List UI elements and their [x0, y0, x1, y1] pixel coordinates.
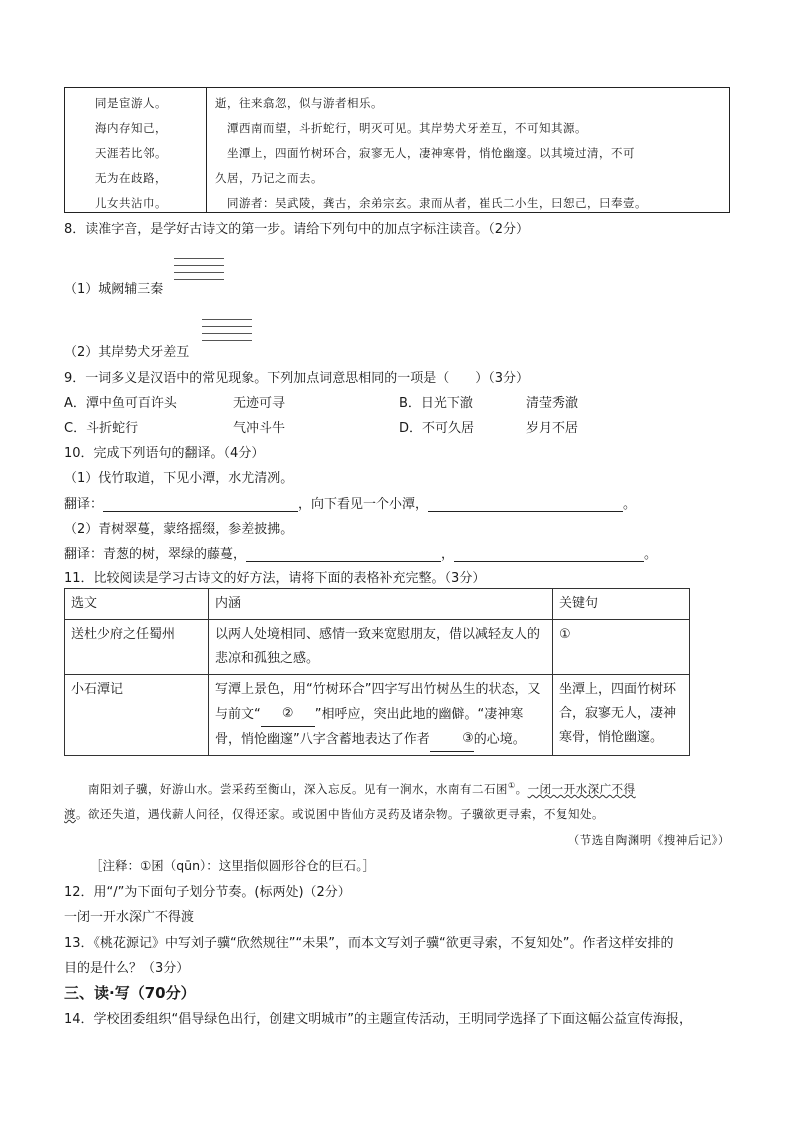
q12-title: 12．用“/”为下面句子划分节奏。(标两处)（2分） — [64, 885, 351, 900]
answer-blank[interactable] — [246, 546, 441, 562]
translation-end: 。 — [623, 497, 637, 512]
q9-title: 9．一词多义是汉语中的常见现象。下列加点词意思相同的一项是（ ）（3分） — [64, 371, 530, 386]
q10-sentence-2: （2）青树翠蔓，蒙络摇缀，参差披拂。 — [64, 522, 294, 537]
row2-title: 小石潭记 — [65, 675, 209, 756]
option-a-1: A．潭中鱼可百许头 — [64, 396, 177, 411]
row2-key: 坐潭上，四面竹树环合，寂寥无人，凄神寒骨，悄怆幽邃。 — [553, 675, 690, 756]
poem-line: 同是宦游人。 — [95, 96, 167, 110]
row2-meaning — [209, 675, 553, 756]
meaning-text: ”相呼应，突出此地的幽僻。“凄神寒骨，悄怆幽邃”八字含蓄地表达了作者 — [215, 707, 524, 747]
answer-blank[interactable] — [103, 496, 298, 512]
prose-line: 坐潭上，四面竹树环合，寂寥无人，凄神寒骨，悄怆幽邃。以其境过清，不可 — [215, 146, 635, 160]
passage-line-1 — [64, 781, 636, 797]
q11-title: 11．比较阅读是学习古诗文的好方法，请将下面的表格补充完整。（3分） — [64, 571, 486, 586]
answer-blank[interactable] — [454, 546, 644, 562]
poem-line: 儿女共沾巾。 — [95, 196, 167, 210]
q8-item1: （1）城阙辅三秦 — [64, 282, 164, 297]
q8-item2: （2）其岸势犬牙差互 — [64, 345, 190, 360]
translation-mid: ，向下看见一个小潭， — [298, 497, 429, 512]
translation-end: 。 — [644, 547, 658, 562]
option-a-2: 无迹可寻 — [233, 396, 286, 411]
col-header-meaning: 内涵 — [209, 589, 553, 620]
q10-title: 10．完成下列语句的翻译。（4分） — [64, 446, 265, 461]
q10-translation-1 — [64, 493, 636, 512]
section-heading: 三、读·写（70分） — [64, 984, 196, 1002]
option-d-2: 岁月不居 — [526, 421, 579, 436]
passage-text: 。欲还失道，遇伐薪人问径，仅得还家。或说囷中皆仙方灵药及诸杂物。子骥欲更寻索，不复知处。 — [76, 807, 604, 821]
poem-text-table — [64, 87, 730, 213]
blank-3[interactable]: ③ — [430, 727, 474, 752]
passage-line-2 — [64, 806, 604, 822]
pinyin-answer-lines-2[interactable] — [202, 314, 252, 341]
wavy-underlined-text: 一闭一开水深广不得 — [527, 782, 636, 796]
option-d-1: D．不可久居 — [399, 421, 475, 436]
poem-line: 无为在歧路， — [95, 171, 167, 185]
row1-meaning: 以两人处境相同、感情一致来宽慰朋友，借以减轻友人的悲凉和孤独之感。 — [209, 620, 553, 675]
passage-text: 南阳刘子骥，好游山水。尝采药至衡山，深入忘反。见有一涧水，水南有二石囷 — [64, 782, 508, 796]
comparison-table — [64, 588, 690, 756]
q10-translation-2 — [64, 543, 657, 562]
col-header-text: 选文 — [65, 589, 209, 620]
poem-line: 天涯若比邻。 — [95, 146, 167, 160]
answer-blank[interactable] — [428, 496, 623, 512]
wavy-underlined-text: 渡 — [64, 807, 76, 821]
row1-key-blank[interactable]: ① — [553, 620, 690, 675]
q14-line-1: 14．学校团委组织“倡导绿色出行，创建文明城市”的主题宣传活动，王明同学选择了下面这幅公益宣传海报， — [64, 1012, 693, 1027]
translation-prefix: 翻译：青葱的树，翠绿的藤蔓， — [64, 547, 247, 562]
passage-source: （节选自陶渊明《搜神后记》） — [567, 833, 730, 847]
prose-line: 同游者：吴武陵，龚古，余弟宗玄。隶而从者，崔氏二小生，曰恕己，曰奉壹。 — [215, 196, 647, 210]
table-divider — [206, 88, 207, 212]
col-header-key: 关键句 — [553, 589, 690, 620]
q8-title: 8．读准字音，是学好古诗文的第一步。请给下列句中的加点字标注读音。（2分） — [64, 222, 530, 237]
prose-line: 潭西南而望，斗折蛇行，明灭可见。其岸势犬牙差互，不可知其源。 — [215, 121, 587, 135]
q13-line-1: 13．《桃花源记》中写刘子骥“欣然规往”“未果”，而本文写刘子骥“欲更寻索，不复知处”。作者这样安排的 — [64, 936, 674, 951]
poem-line: 海内存知己， — [95, 121, 167, 135]
q13-line-2: 目的是什么？（3分） — [64, 961, 190, 976]
meaning-text: 写潭上景色，用“竹树环合”四字写出竹树丛生的状态，又与前文“ — [215, 682, 541, 722]
q12-sentence: 一闭一开水深广不得渡 — [64, 910, 195, 925]
q10-sentence-1: （1）伐竹取道，下见小潭，水尤清冽。 — [64, 471, 294, 486]
pinyin-answer-lines-1[interactable] — [174, 253, 224, 280]
option-b-1: B．日光下澈 — [399, 396, 473, 411]
footnote-mark: ① — [508, 781, 516, 791]
prose-line: 逝，往来翕忽，似与游者相乐。 — [215, 96, 383, 110]
translation-prefix: 翻译： — [64, 497, 104, 512]
prose-line: 久居，乃记之而去。 — [215, 171, 323, 185]
passage-text: 。 — [515, 782, 528, 796]
option-c-2: 气冲斗牛 — [233, 421, 286, 436]
row1-title: 送杜少府之任蜀州 — [65, 620, 209, 675]
meaning-text: 的心境。 — [473, 732, 526, 747]
option-b-2: 清莹秀澈 — [526, 396, 579, 411]
blank-2[interactable]: ② — [261, 702, 315, 727]
passage-note: ［注释：①囷（qūn）：这里指似圆形谷仓的巨石。］ — [90, 858, 375, 873]
option-c-1: C．斗折蛇行 — [64, 421, 139, 436]
translation-mid: ， — [441, 547, 455, 562]
